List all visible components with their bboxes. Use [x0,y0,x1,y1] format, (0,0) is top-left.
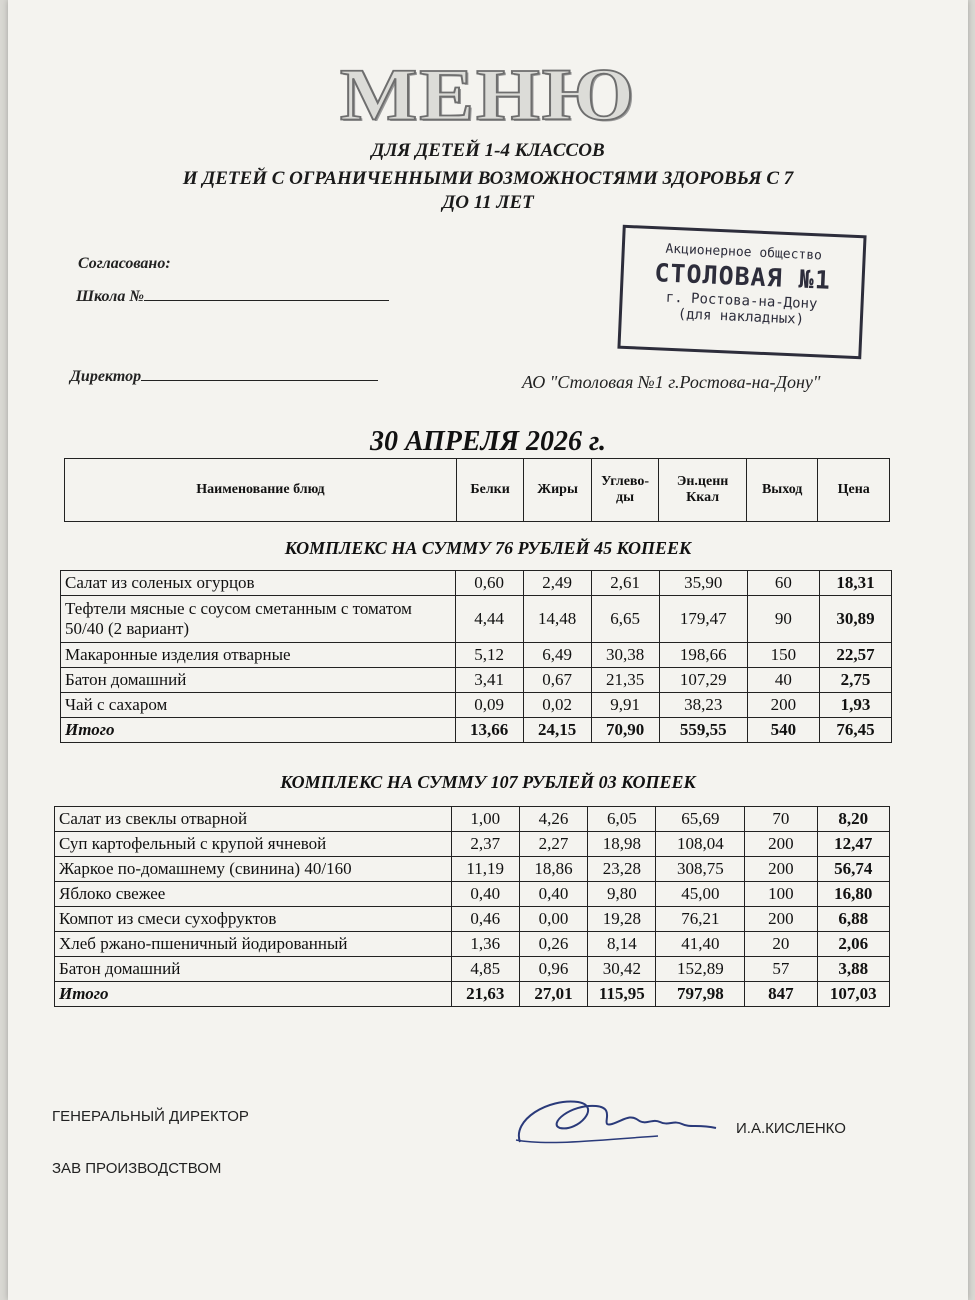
cell-protein: 5,12 [455,643,523,668]
total-name: Итого [55,982,452,1007]
cell-yield: 200 [745,832,817,857]
cell-fat: 2,27 [519,832,587,857]
cell-yield: 200 [745,907,817,932]
cell-name: Тефтели мясные с соусом сметанным с томатом 50/40 (2 вариант) [61,596,456,643]
complex-1-title: КОМПЛЕКС НА СУММУ 76 РУБЛЕЙ 45 КОПЕЕК [284,538,692,558]
subtitle-line-2: И ДЕТЕЙ С ОГРАНИЧЕННЫМИ ВОЗМОЖНОСТЯМИ ЗДОРОВЬЯ С 7 [182,168,794,189]
general-director-label: ГЕНЕРАЛЬНЫЙ ДИРЕКТОР [52,1108,249,1125]
cell-price: 16,80 [817,882,889,907]
director-field [70,366,378,386]
total-row [55,982,890,1007]
cell-energy: 179,47 [659,596,747,643]
total-fat: 27,01 [519,982,587,1007]
complex-2-title: КОМПЛЕКС НА СУММУ 107 РУБЛЕЙ 03 КОПЕЕК [280,772,696,792]
total-yield: 540 [747,718,819,743]
cell-name: Компот из смеси сухофруктов [55,907,452,932]
cell-price: 12,47 [817,832,889,857]
cell-yield: 40 [747,668,819,693]
cell-protein: 4,44 [455,596,523,643]
cell-yield: 200 [745,857,817,882]
cell-name: Батон домашний [55,957,452,982]
cell-protein: 1,36 [451,932,519,957]
cell-price: 2,06 [817,932,889,957]
stamp-line-3: г. Ростова-на-Дону [665,289,818,313]
cell-fat: 0,67 [523,668,591,693]
cell-price: 56,74 [817,857,889,882]
cell-fat: 14,48 [523,596,591,643]
col-header-price: Цена [818,459,890,522]
cell-name: Салат из соленых огурцов [61,571,456,596]
cell-yield: 20 [745,932,817,957]
table-row [55,882,890,907]
cell-carbs: 23,28 [588,857,656,882]
menu-sheet [8,0,968,1300]
cell-carbs: 21,35 [591,668,659,693]
table-row [61,693,892,718]
stamp-line-2: СТОЛОВАЯ №1 [653,258,832,295]
total-price: 76,45 [819,718,891,743]
cell-fat: 0,00 [519,907,587,932]
cell-carbs: 6,65 [591,596,659,643]
cell-protein: 2,37 [451,832,519,857]
cell-name: Жаркое по-домашнему (свинина) 40/160 [55,857,452,882]
cell-carbs: 30,42 [588,957,656,982]
cell-energy: 308,75 [656,857,745,882]
cell-yield: 60 [747,571,819,596]
stamp-line-1: Акционерное общество [665,241,823,264]
cell-carbs: 19,28 [588,907,656,932]
cell-fat: 6,49 [523,643,591,668]
cell-carbs: 9,80 [588,882,656,907]
subtitle-line-1: ДЛЯ ДЕТЕЙ 1-4 КЛАССОВ [371,140,605,161]
table-row [61,571,892,596]
total-energy: 559,55 [659,718,747,743]
col-header-carbs: Углево- ды [591,459,658,522]
cell-yield: 150 [747,643,819,668]
cell-energy: 152,89 [656,957,745,982]
cell-protein: 11,19 [451,857,519,882]
table-row [61,596,892,643]
col-header-protein: Белки [456,459,523,522]
cell-price: 22,57 [819,643,891,668]
stamp-line-4: (для накладных) [677,306,805,328]
menu-title: МЕНЮ [339,53,637,136]
cell-price: 3,88 [817,957,889,982]
menu-date: 30 АПРЕЛЯ 2026 г. [369,426,606,457]
cell-protein: 0,40 [451,882,519,907]
cell-price: 6,88 [817,907,889,932]
cell-yield: 200 [747,693,819,718]
total-carbs: 115,95 [588,982,656,1007]
cell-energy: 65,69 [656,807,745,832]
cell-price: 2,75 [819,668,891,693]
cell-price: 30,89 [819,596,891,643]
cell-energy: 38,23 [659,693,747,718]
cell-carbs: 8,14 [588,932,656,957]
table-row [61,668,892,693]
cell-yield: 70 [745,807,817,832]
cell-name: Чай с сахаром [61,693,456,718]
total-protein: 21,63 [451,982,519,1007]
director-signature [508,1080,728,1160]
cell-protein: 0,60 [455,571,523,596]
col-header-yield: Выход [746,459,818,522]
cell-energy: 198,66 [659,643,747,668]
subtitle-line-3: ДО 11 ЛЕТ [442,192,534,213]
director-name: И.А.КИСЛЕНКО [736,1120,846,1137]
total-row [61,718,892,743]
cell-price: 18,31 [819,571,891,596]
cell-fat: 0,26 [519,932,587,957]
cell-carbs: 30,38 [591,643,659,668]
header-table [64,458,890,522]
total-protein: 13,66 [455,718,523,743]
cell-fat: 0,02 [523,693,591,718]
cell-protein: 1,00 [451,807,519,832]
school-field [76,286,389,306]
cell-yield: 57 [745,957,817,982]
table-row [55,932,890,957]
cell-energy: 45,00 [656,882,745,907]
complex-2-table [54,806,890,1007]
company-name: АО "Столовая №1 г.Ростова-на-Дону" [522,372,821,392]
cell-carbs: 9,91 [591,693,659,718]
cell-protein: 0,09 [455,693,523,718]
table-row [55,832,890,857]
cell-protein: 3,41 [455,668,523,693]
director-blank-line [141,366,378,381]
school-blank-line [144,286,389,301]
complex-1-table [60,570,892,743]
cell-energy: 76,21 [656,907,745,932]
table-row [55,907,890,932]
cell-protein: 4,85 [451,957,519,982]
total-energy: 797,98 [656,982,745,1007]
cell-carbs: 6,05 [588,807,656,832]
cell-name: Салат из свеклы отварной [55,807,452,832]
cell-energy: 108,04 [656,832,745,857]
table-row [55,957,890,982]
cell-name: Хлеб ржано-пшеничный йодированный [55,932,452,957]
agreed-label: Согласовано: [78,255,171,272]
cell-name: Батон домашний [61,668,456,693]
total-carbs: 70,90 [591,718,659,743]
cell-energy: 41,40 [656,932,745,957]
cell-name: Суп картофельный с крупой ячневой [55,832,452,857]
cell-carbs: 2,61 [591,571,659,596]
cell-yield: 100 [745,882,817,907]
production-head-label: ЗАВ ПРОИЗВОДСТВОМ [52,1160,222,1177]
director-label: Директор [70,368,142,385]
total-name: Итого [61,718,456,743]
total-fat: 24,15 [523,718,591,743]
company-stamp [617,225,866,360]
cell-name: Макаронные изделия отварные [61,643,456,668]
cell-fat: 2,49 [523,571,591,596]
cell-price: 1,93 [819,693,891,718]
col-header-fat: Жиры [524,459,591,522]
cell-fat: 4,26 [519,807,587,832]
cell-yield: 90 [747,596,819,643]
school-label: Школа № [76,288,144,305]
cell-fat: 18,86 [519,857,587,882]
cell-carbs: 18,98 [588,832,656,857]
cell-energy: 35,90 [659,571,747,596]
table-row [61,643,892,668]
cell-fat: 0,40 [519,882,587,907]
total-price: 107,03 [817,982,889,1007]
cell-price: 8,20 [817,807,889,832]
total-yield: 847 [745,982,817,1007]
table-row [55,857,890,882]
cell-energy: 107,29 [659,668,747,693]
col-header-energy: Эн.ценн Ккал [659,459,747,522]
col-header-name: Наименование блюд [65,459,457,522]
table-row [55,807,890,832]
cell-name: Яблоко свежее [55,882,452,907]
cell-fat: 0,96 [519,957,587,982]
cell-protein: 0,46 [451,907,519,932]
